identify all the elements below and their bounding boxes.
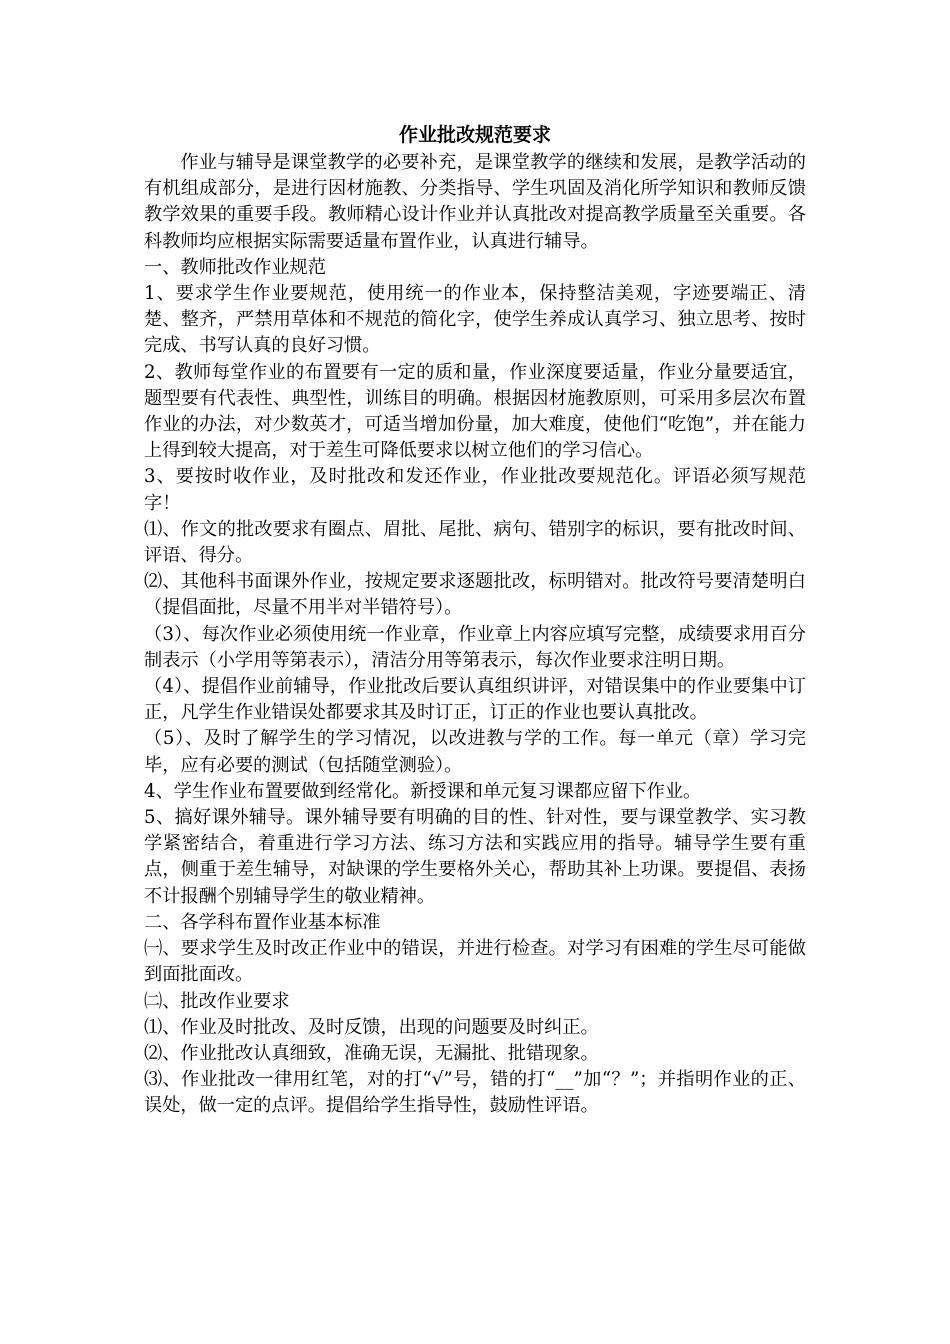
section-heading-1: 一、教师批改作业规范 <box>144 256 326 278</box>
intro-paragraph: 作业与辅导是课堂教学的必要补充，是课堂教学的继续和发展，是教学活动的有机组成部分，是进行因材施教、分类指导、学生巩固及消化所学知识和教师反馈教学效果的重要手段。教师精心设计作业并认真批改对提高教学质量至关重要。各科教师均应根据实际需要适量布置作业，认真进行辅导。 <box>144 152 806 252</box>
section-2-item-2: ㈡、批改作业要求 <box>144 990 290 1012</box>
sub-item-3-1: ⑴、作文的批改要求有圈点、眉批、尾批、病句、错别字的标识，要有批改时间、评语、得分。 <box>144 518 806 567</box>
section-2-sub-item-2: ⑵、作业批改认真细致，准确无误，无漏批、批错现象。 <box>144 1042 599 1064</box>
sub-item-3-4: （4）、提倡作业前辅导，作业批改后要认真组织讲评，对错误集中的作业要集中订正，凡学生作业错误处都要求其及时订正，订正的作业也要认真批改。 <box>144 676 806 724</box>
sub-item-3-3: （3）、每次作业必须使用统一作业章，作业章上内容应填写完整，成绩要求用百分制表示（小学用等第表示），清洁分用等第表示，每次作业要求注明日期。 <box>144 623 806 671</box>
section-2-item-1: ㈠、要求学生及时改正作业中的错误，并进行检查。对学习有困难的学生尽可能做到面批面改。 <box>144 938 806 986</box>
section-2-sub-item-3: ⑶、作业批改一律用红笔，对的打“√”号，错的打“__”加“？”；并指明作业的正、误处，做一定的点评。提倡给学生指导性，鼓励性评语。 <box>144 1069 806 1117</box>
document-page <box>144 122 806 1120</box>
document-title: 作业批改规范要求 <box>398 124 551 146</box>
section-heading-2: 二、各学科布置作业基本标准 <box>144 911 381 933</box>
paragraph-item-2: 2、教师每堂作业的布置要有一定的质和量，作业深度要适量，作业分量要适宜，题型要有代表性、典型性，训练目的明确。根据因材施教原则，可采用多层次布置作业的办法，对少数英才，可适当增加份量，加大难度，使他们“吃饱”，并在能力上得到较大提高，对于差生可降低要求以树立他们的学习信心。 <box>144 361 806 462</box>
paragraph-item-5: 5、搞好课外辅导。课外辅导要有明确的目的性、针对性，要与课堂教学、实习教学紧密结合，着重进行学习方法、练习方法和实践应用的指导。辅导学生要有重点，侧重于差生辅导，对缺课的学生要格外关心，帮助其补上功课。要提倡、表扬不计报酬个别辅导学生的敬业精神。 <box>144 807 806 907</box>
section-2-sub-item-1: ⑴、作业及时批改、及时反馈，出现的问题要及时纠正。 <box>144 1016 599 1038</box>
sub-item-3-2: ⑵、其他科书面课外作业，按规定要求逐题批改，标明错对。批改符号要清楚明白（提倡面批，尽量不用半对半错符号）。 <box>144 571 806 619</box>
paragraph-item-4: 4、学生作业布置要做到经常化。新授课和单元复习课都应留下作业。 <box>144 780 702 802</box>
paragraph-item-1: 1、要求学生作业要规范，使用统一的作业本，保持整洁美观，字迹要端正、清楚、整齐，严禁用草体和不规范的简化字，使学生养成认真学习、独立思考、按时完成、书写认真的良好习惯。 <box>144 283 806 357</box>
paragraph-item-3: 3、要按时收作业，及时批改和发还作业，作业批改要规范化。评语必须写规范字！ <box>144 466 806 514</box>
sub-item-3-5: （5）、及时了解学生的学习情况，以改进教与学的工作。每一单元（章）学习完毕，应有必要的测试（包括随堂测验）。 <box>144 728 806 776</box>
